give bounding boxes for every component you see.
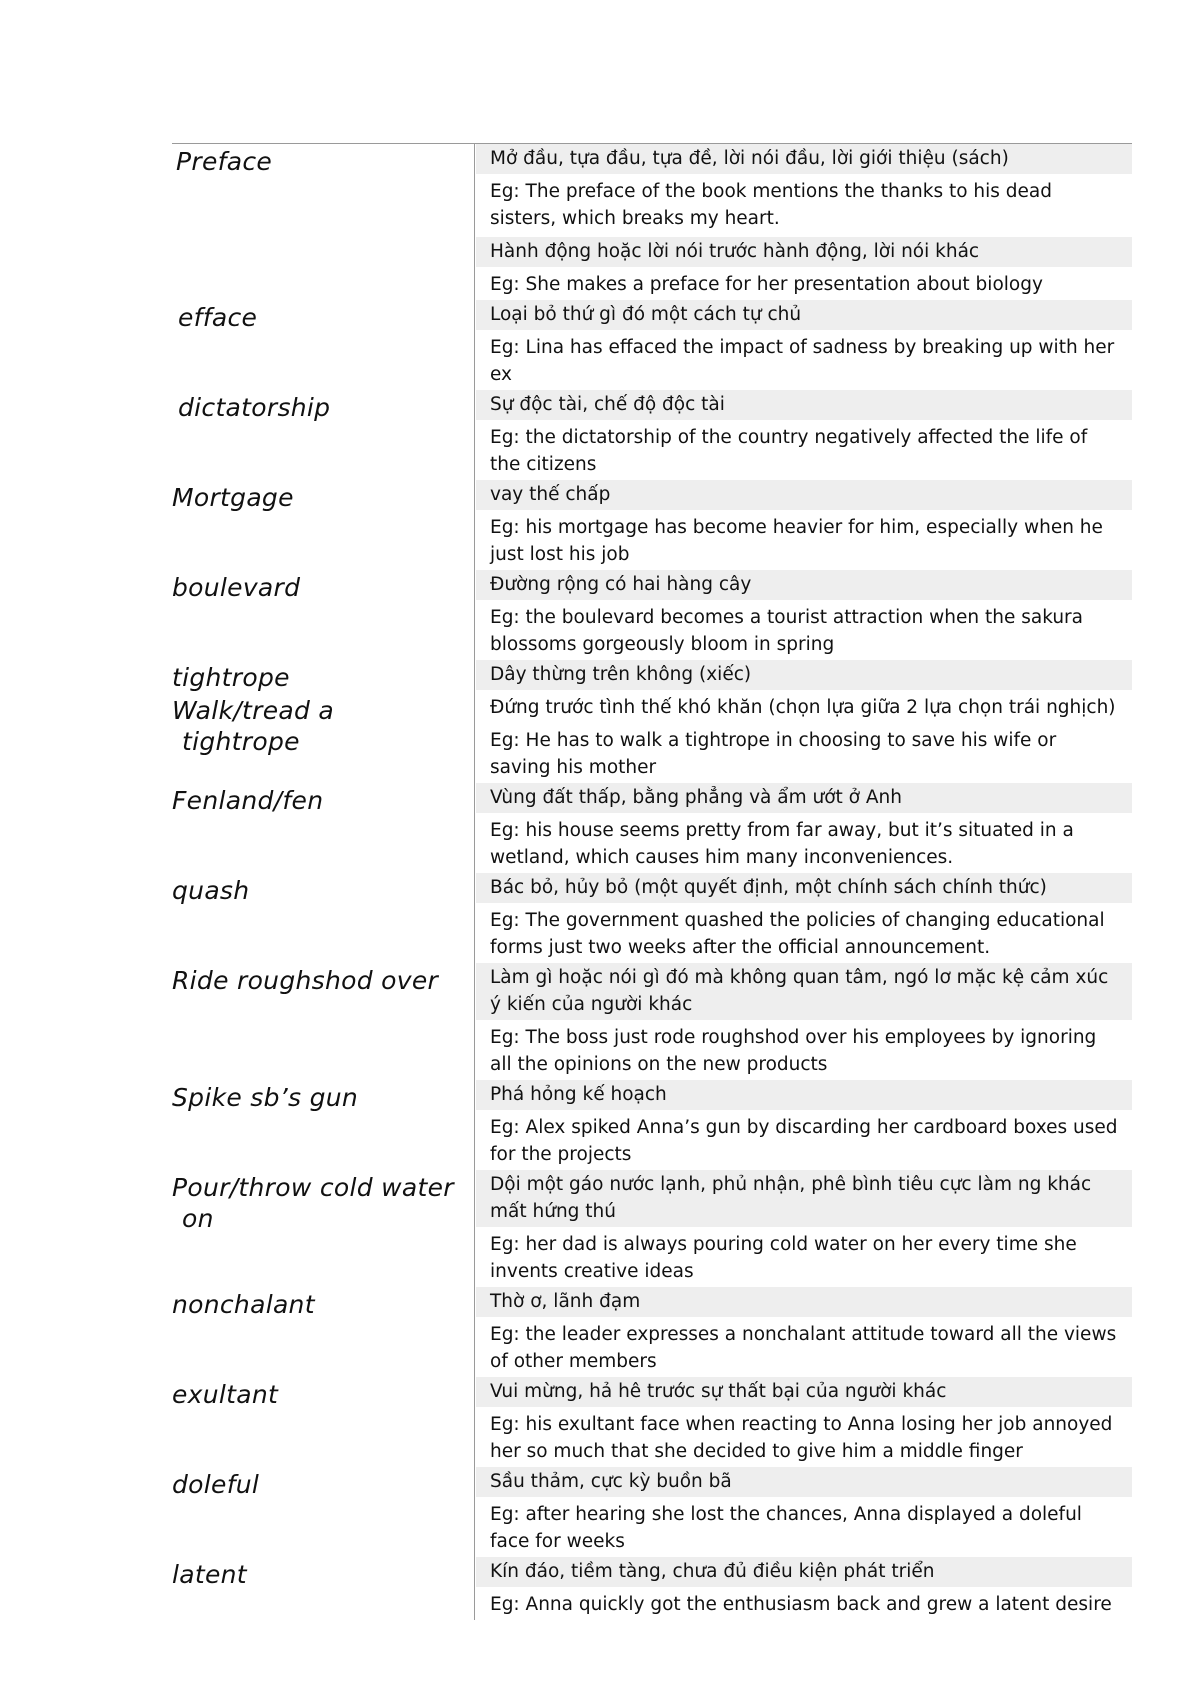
vocab-definitions — [476, 1557, 1132, 1620]
vocab-term — [172, 1080, 476, 1170]
vocab-term-line: Spike sb’s gun — [172, 1083, 359, 1112]
vocab-definitions — [476, 144, 1132, 300]
definition-text: Vui mừng, hả hê trước sự thất bại của người khác — [476, 1377, 1132, 1407]
definition-text: Mở đầu, tựa đầu, tựa đề, lời nói đầu, lời giới thiệu (sách) — [476, 144, 1132, 174]
vocab-term-line: Mortgage — [172, 483, 294, 512]
vocab-term — [172, 480, 476, 570]
vocab-term — [172, 1557, 476, 1620]
vocab-term — [172, 390, 476, 480]
example-sentence: Eg: the leader expresses a nonchalant attitude toward all the views of other members — [476, 1320, 1132, 1377]
vocab-entry — [172, 1287, 1132, 1377]
vocab-term — [172, 660, 476, 693]
vocab-term-line: Pour/throw cold water — [172, 1173, 454, 1202]
vocab-term-line: Fenland/fen — [172, 786, 324, 815]
definition-text: Loại bỏ thứ gì đó một cách tự chủ — [476, 300, 1132, 330]
example-sentence: Eg: The preface of the book mentions the thanks to his dead sisters, which breaks my heart. — [476, 177, 1132, 234]
vocab-entry — [172, 660, 1132, 693]
vocab-term-line: exultant — [172, 1380, 279, 1409]
vocab-entry — [172, 1377, 1132, 1467]
vocab-definitions — [476, 783, 1132, 873]
vocab-definitions — [476, 693, 1132, 783]
vocab-term-line: nonchalant — [172, 1290, 315, 1319]
vocab-entry — [172, 1170, 1132, 1287]
vocab-definitions — [476, 300, 1132, 390]
vocab-definitions — [476, 570, 1132, 660]
vocab-term-line: Ride roughshod over — [172, 966, 439, 995]
example-sentence: Eg: his exultant face when reacting to Anna losing her job annoyed her so much that she decided to give him a middle finger — [476, 1410, 1132, 1467]
example-sentence: Eg: his house seems pretty from far away, but it’s situated in a wetland, which causes him many inconveniences. — [476, 816, 1132, 873]
vocabulary-table — [172, 143, 1132, 1620]
vocab-term — [172, 570, 476, 660]
vocab-entry — [172, 693, 1132, 783]
example-sentence: Đứng trước tình thế khó khăn (chọn lựa giữa 2 lựa chọn trái nghịch) — [476, 693, 1132, 723]
vocab-term — [172, 963, 476, 1080]
vocab-definitions — [476, 1377, 1132, 1467]
vocab-term-line: Preface — [176, 147, 273, 176]
vocab-term-line: latent — [172, 1560, 247, 1589]
example-sentence: Eg: The boss just rode roughshod over his employees by ignoring all the opinions on the new products — [476, 1023, 1132, 1080]
vocab-entry — [172, 1557, 1132, 1620]
vocab-entry — [172, 963, 1132, 1080]
example-sentence: Eg: the boulevard becomes a tourist attraction when the sakura blossoms gorgeously bloom in spring — [476, 603, 1132, 660]
example-sentence: Eg: her dad is always pouring cold water on her every time she invents creative ideas — [476, 1230, 1132, 1287]
vocab-entry — [172, 1467, 1132, 1557]
definition-text: Hành động hoặc lời nói trước hành động, lời nói khác — [476, 237, 1132, 267]
vocab-term — [172, 300, 476, 390]
vocab-term-line: Walk/tread a — [172, 696, 335, 725]
vocab-definitions — [476, 1467, 1132, 1557]
vocab-term — [172, 693, 476, 783]
vocab-definitions — [476, 660, 1132, 693]
vocab-definitions — [476, 1287, 1132, 1377]
definition-text: Làm gì hoặc nói gì đó mà không quan tâm, ngó lơ mặc kệ cảm xúc ý kiến của người khác — [476, 963, 1132, 1020]
definition-text: Thờ ơ, lãnh đạm — [476, 1287, 1132, 1317]
definition-text: Bác bỏ, hủy bỏ (một quyết định, một chính sách chính thức) — [476, 873, 1132, 903]
example-sentence: Eg: his mortgage has become heavier for him, especially when he just lost his job — [476, 513, 1132, 570]
vocab-definitions — [476, 873, 1132, 963]
example-sentence: Eg: after hearing she lost the chances, Anna displayed a doleful face for weeks — [476, 1500, 1132, 1557]
vocab-entry — [172, 873, 1132, 963]
definition-text: Dây thừng trên không (xiếc) — [476, 660, 1132, 690]
vocab-term — [172, 1467, 476, 1557]
definition-text: Phá hỏng kế hoạch — [476, 1080, 1132, 1110]
vocab-definitions — [476, 390, 1132, 480]
vocab-term-line: boulevard — [172, 573, 301, 602]
definition-text: vay thế chấp — [476, 480, 1132, 510]
vocab-entry — [172, 783, 1132, 873]
vocab-term-line: doleful — [172, 1470, 260, 1499]
vocab-term-line: efface — [178, 303, 258, 332]
definition-text: Sự độc tài, chế độ độc tài — [476, 390, 1132, 420]
vocab-entry — [172, 390, 1132, 480]
vocab-term-line: on — [182, 1204, 214, 1233]
vocab-entry — [172, 1080, 1132, 1170]
example-sentence: Eg: the dictatorship of the country negatively affected the life of the citizens — [476, 423, 1132, 480]
vocab-definitions — [476, 963, 1132, 1080]
example-sentence: Eg: She makes a preface for her presentation about biology — [476, 270, 1132, 300]
vocab-term — [172, 1170, 476, 1287]
vocab-term-line: tightrope — [172, 663, 290, 692]
definition-text: Kín đáo, tiềm tàng, chưa đủ điều kiện phát triển — [476, 1557, 1132, 1587]
definition-text: Dội một gáo nước lạnh, phủ nhận, phê bình tiêu cực làm ng khác mất hứng thú — [476, 1170, 1132, 1227]
definition-text: Vùng đất thấp, bằng phẳng và ẩm ướt ở Anh — [476, 783, 1132, 813]
vocab-term — [172, 144, 476, 300]
vocab-entry — [172, 480, 1132, 570]
vocab-definitions — [476, 1080, 1132, 1170]
example-sentence: Eg: He has to walk a tightrope in choosing to save his wife or saving his mother — [476, 726, 1132, 783]
vocab-entry — [172, 300, 1132, 390]
vocab-term-line: tightrope — [182, 727, 300, 756]
vocab-definitions — [476, 1170, 1132, 1287]
vocab-term — [172, 1377, 476, 1467]
example-sentence: Eg: Anna quickly got the enthusiasm back and grew a latent desire — [476, 1590, 1132, 1620]
example-sentence: Eg: The government quashed the policies of changing educational forms just two weeks after the official announcement. — [476, 906, 1132, 963]
vocab-term-line: quash — [172, 876, 250, 905]
vocab-entry — [172, 144, 1132, 300]
column-divider — [474, 144, 475, 1620]
vocab-definitions — [476, 480, 1132, 570]
vocab-term — [172, 783, 476, 873]
definition-text: Sầu thảm, cực kỳ buồn bã — [476, 1467, 1132, 1497]
vocab-term-line: dictatorship — [178, 393, 331, 422]
vocab-term — [172, 873, 476, 963]
vocab-term — [172, 1287, 476, 1377]
example-sentence: Eg: Alex spiked Anna’s gun by discarding her cardboard boxes used for the projects — [476, 1113, 1132, 1170]
vocab-entry — [172, 570, 1132, 660]
definition-text: Đường rộng có hai hàng cây — [476, 570, 1132, 600]
example-sentence: Eg: Lina has effaced the impact of sadness by breaking up with her ex — [476, 333, 1132, 390]
